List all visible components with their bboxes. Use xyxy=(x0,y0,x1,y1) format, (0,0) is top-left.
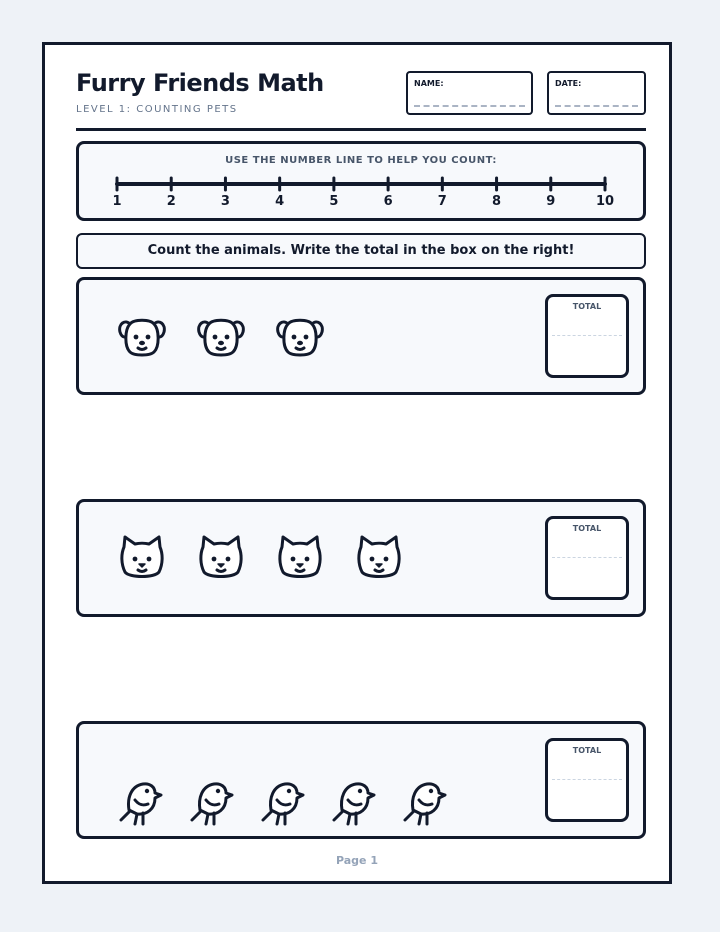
number-line-number: 10 xyxy=(595,194,615,209)
bird-icon xyxy=(399,776,449,828)
page-title: Furry Friends Math xyxy=(76,69,324,97)
number-line-number: 3 xyxy=(220,194,230,209)
number-line-number: 4 xyxy=(275,194,285,209)
animal-group xyxy=(117,532,404,584)
total-label: TOTAL xyxy=(572,302,602,311)
animal-group xyxy=(117,310,325,362)
total-label: TOTAL xyxy=(572,524,602,533)
total-answer-box[interactable] xyxy=(545,294,629,378)
number-line-number: 2 xyxy=(166,194,176,209)
total-label: TOTAL xyxy=(572,746,602,755)
date-label: DATE: xyxy=(555,79,582,88)
bird-icon xyxy=(257,776,307,828)
total-write-line xyxy=(552,557,622,558)
bird-icon xyxy=(328,776,378,828)
number-line-number: 1 xyxy=(112,194,122,209)
dog-icon xyxy=(117,310,167,362)
cat-icon xyxy=(117,532,167,584)
total-answer-box[interactable] xyxy=(545,516,629,600)
page-number: Page 1 xyxy=(335,854,378,867)
cat-icon xyxy=(196,532,246,584)
animal-group xyxy=(115,776,449,828)
number-line xyxy=(79,144,643,218)
bird-icon xyxy=(115,776,165,828)
dog-icon xyxy=(275,310,325,362)
name-label: NAME: xyxy=(414,79,444,88)
cat-icon xyxy=(354,532,404,584)
number-line-number: 8 xyxy=(492,194,502,209)
name-write-line xyxy=(414,105,525,107)
page-subtitle: LEVEL 1: COUNTING PETS xyxy=(76,104,238,115)
total-write-line xyxy=(552,335,622,336)
cat-icon xyxy=(275,532,325,584)
number-line-label: USE THE NUMBER LINE TO HELP YOU COUNT: xyxy=(225,155,497,166)
number-line-number: 7 xyxy=(437,194,447,209)
problem-row-birds xyxy=(76,721,646,839)
name-field[interactable] xyxy=(406,71,533,115)
number-line-number: 6 xyxy=(383,194,393,209)
total-write-line xyxy=(552,779,622,780)
problem-row-cats xyxy=(76,499,646,617)
header-divider xyxy=(76,128,646,131)
number-line-number: 9 xyxy=(546,194,556,209)
number-line-panel xyxy=(76,141,646,221)
instructions: Count the animals. Write the total in the box on the right! xyxy=(76,233,646,269)
date-field[interactable] xyxy=(547,71,646,115)
dog-icon xyxy=(196,310,246,362)
problem-row-dogs xyxy=(76,277,646,395)
worksheet-page xyxy=(42,42,672,884)
number-line-number: 5 xyxy=(329,194,339,209)
total-answer-box[interactable] xyxy=(545,738,629,822)
bird-icon xyxy=(186,776,236,828)
date-write-line xyxy=(555,105,638,107)
